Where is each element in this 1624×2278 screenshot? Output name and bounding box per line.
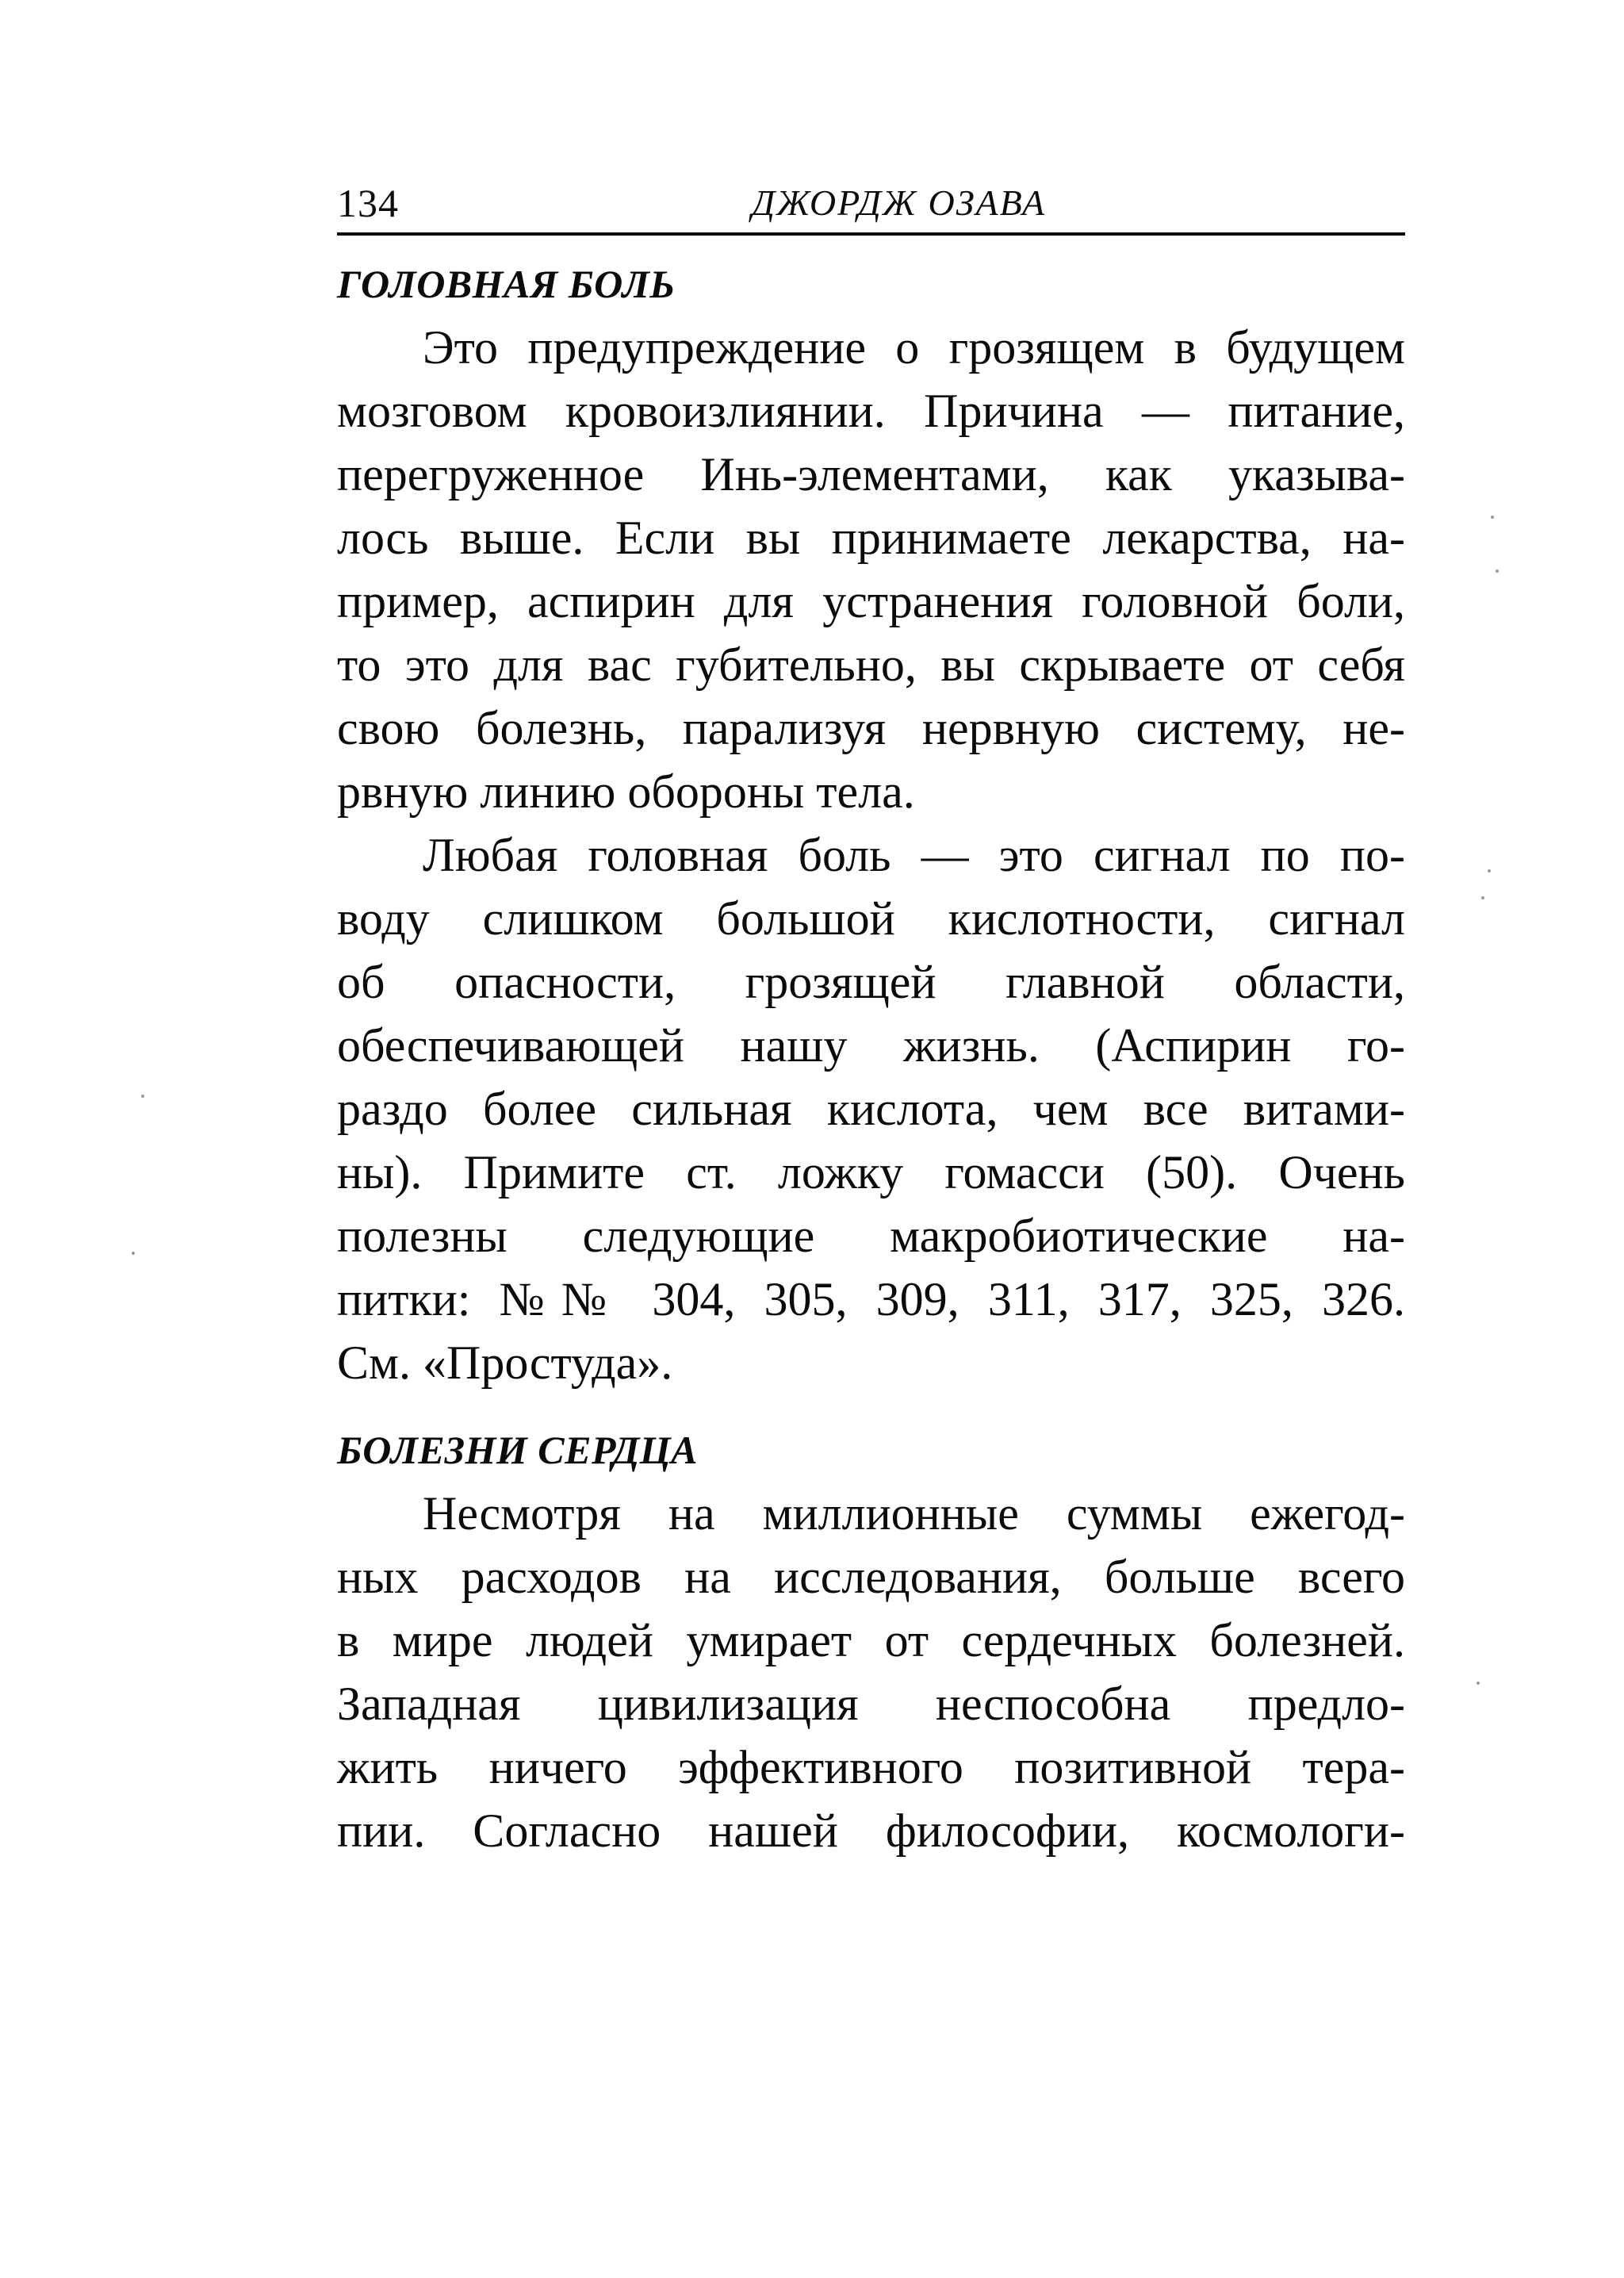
- text-line: ных расходов на исследования, больше всего: [337, 1551, 1405, 1603]
- scan-speck: [1496, 570, 1499, 573]
- text-line: воду слишком большой кислотности, сигнал: [337, 892, 1405, 945]
- text-line: Это предупреждение о грозящем в будущем: [423, 321, 1405, 374]
- running-title: ДЖОРДЖ ОЗАВА: [751, 182, 1047, 223]
- text-line: Несмотря на миллионные суммы ежегод-: [423, 1487, 1405, 1540]
- text-line: питки: №№ 304, 305, 309, 311, 317, 325, 326.: [337, 1273, 1405, 1325]
- page-number: 134: [337, 181, 399, 225]
- scan-speck: [1481, 896, 1484, 899]
- paragraph: [337, 823, 1405, 1394]
- text-line: свою болезнь, парализуя нервную систему, не-: [337, 702, 1405, 754]
- text-line: лось выше. Если вы принимаете лекарства, на-: [337, 512, 1405, 564]
- text-line: полезны следующие макробиотические на-: [337, 1210, 1405, 1262]
- section-heading: ГОЛОВНАЯ БОЛЬ: [337, 262, 676, 306]
- scan-speck: [1477, 1682, 1480, 1685]
- paragraph: [337, 1482, 1405, 1862]
- text-line: Западная цивилизация неспособна предло-: [337, 1678, 1405, 1730]
- text-line: пример, аспирин для устранения головной боли,: [337, 575, 1405, 627]
- text-line: раздо более сильная кислота, чем все витами-: [337, 1083, 1405, 1135]
- scan-speck: [1491, 516, 1494, 519]
- text-line: рвную линию обороны тела.: [337, 765, 915, 818]
- text-line: то это для вас губительно, вы скрываете от себя: [337, 639, 1405, 691]
- running-header: [337, 173, 1405, 233]
- text-line: в мире людей умирает от сердечных болезней.: [337, 1614, 1405, 1666]
- text-line: перегруженное Инь-элементами, как указыва-: [337, 448, 1405, 500]
- text-line: См. «Простуда».: [337, 1337, 673, 1389]
- text-line: Любая головная боль — это сигнал по по-: [423, 829, 1405, 881]
- text-line: жить ничего эффективного позитивной тера-: [337, 1741, 1405, 1793]
- scan-speck: [1488, 869, 1491, 872]
- header-rule: [337, 232, 1405, 236]
- text-line: пии. Согласно нашей философии, космологи-: [337, 1804, 1405, 1857]
- body-text: [337, 252, 1405, 1862]
- scan-speck: [141, 1095, 144, 1098]
- text-line: обеспечивающей нашу жизнь. (Аспирин го-: [337, 1019, 1405, 1072]
- text-line: об опасности, грозящей главной области,: [337, 956, 1405, 1008]
- section-heading: БОЛЕЗНИ СЕРДЦА: [337, 1428, 698, 1472]
- text-line: ны). Примите ст. ложку гомасси (50). Очень: [337, 1146, 1405, 1198]
- scan-speck: [132, 1252, 135, 1255]
- paragraph: [337, 316, 1405, 823]
- text-line: мозговом кровоизлиянии. Причина — питание,: [337, 385, 1405, 437]
